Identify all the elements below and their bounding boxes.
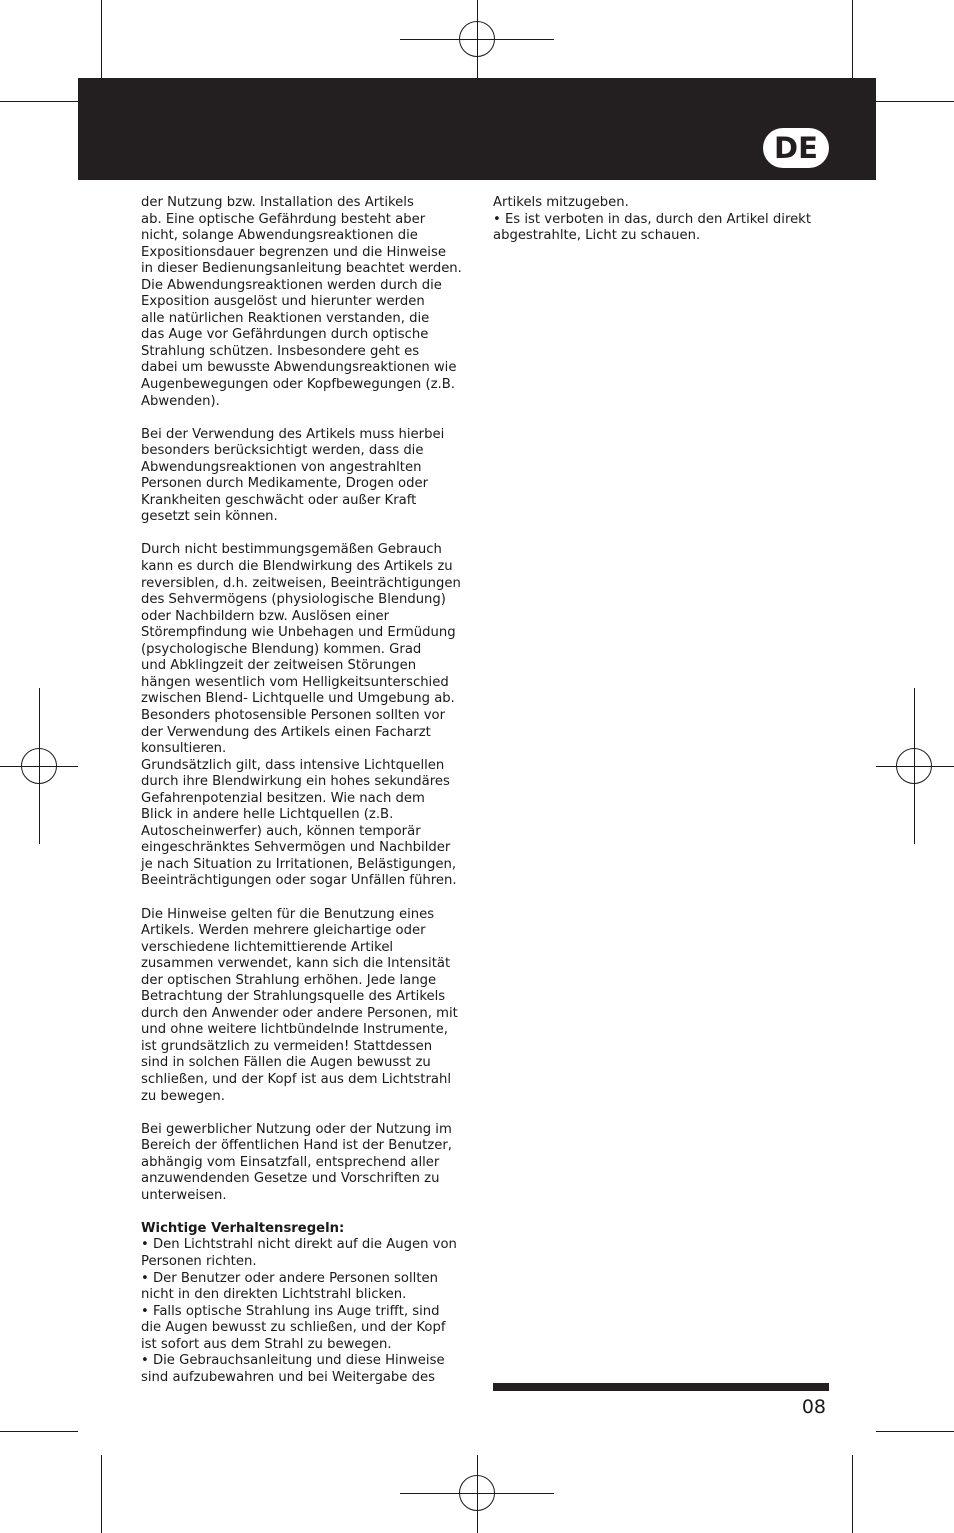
text-line: • Falls optische Strahlung ins Auge trifft, sind	[141, 1303, 440, 1319]
text-line: Besonders photosensible Personen sollten vor	[141, 707, 446, 723]
text-line: ist grundsätzlich zu vermeiden! Stattdessen	[141, 1038, 433, 1054]
text-line: durch ihre Blendwirkung ein hohes sekundäres	[141, 774, 450, 790]
text-line: das Auge vor Gefährdungen durch optische	[141, 327, 429, 343]
text-line: und ohne weitere lichtbündelnde Instrumente,	[141, 1022, 448, 1038]
crop-mark-bottom-right-h	[876, 1431, 954, 1432]
text-line: Exposition ausgelöst und hierunter werden	[141, 294, 425, 310]
text-line: Die Hinweise gelten für die Benutzung eines	[141, 906, 435, 922]
footer-rule	[493, 1383, 829, 1391]
right-column-text	[493, 195, 833, 245]
text-line: Augenbewegungen oder Kopfbewegungen (z.B.	[141, 377, 455, 393]
text-line: besonders berücksichtigt werden, dass die	[141, 443, 424, 459]
text-line: anzuwendenden Gesetze und Vorschriften zu	[141, 1171, 440, 1187]
text-line: der Nutzung bzw. Installation des Artikels	[141, 195, 414, 210]
text-line: je nach Situation zu Irritationen, Belästigungen,	[141, 856, 457, 872]
text-line: gesetzt sein können.	[141, 509, 278, 525]
text-line: kann es durch die Blendwirkung des Artikels zu	[141, 559, 453, 575]
paragraph-1	[141, 195, 481, 410]
text-line: hängen wesentlich vom Helligkeitsunterschied	[141, 674, 449, 690]
text-line: Blick in andere helle Lichtquellen (z.B.	[141, 807, 394, 823]
text-line: Bereich der öffentlichen Hand ist der Benutzer,	[141, 1138, 452, 1154]
language-badge: DE	[763, 128, 829, 168]
paragraph-2	[141, 427, 481, 526]
text-line: zwischen Blend- Lichtquelle und Umgebung ab.	[141, 691, 455, 707]
text-line: Strahlung schützen. Insbesondere geht es	[141, 343, 420, 359]
text-line: alle natürlichen Reaktionen verstanden, die	[141, 310, 430, 326]
paragraph-4	[141, 907, 481, 1106]
text-line: reversiblen, d.h. zeitweisen, Beeinträchtigungen	[141, 575, 461, 591]
text-line: Artikels mitzugeben.	[493, 195, 629, 210]
text-line: Personen durch Medikamente, Drogen oder	[141, 476, 429, 492]
text-line: der optischen Strahlung erhöhen. Jede lange	[141, 972, 437, 988]
text-line: Störempfindung wie Unbehagen und Ermüdung	[141, 625, 456, 641]
text-line: eingeschränktes Sehvermögen und Nachbilder	[141, 840, 451, 856]
text-line: Grundsätzlich gilt, dass intensive Lichtquellen	[141, 757, 445, 773]
crop-mark-bottom-left-h	[0, 1431, 78, 1432]
text-line: der Verwendung des Artikels einen Facharzt	[141, 724, 431, 740]
text-line: abhängig vom Einsatzfall, entsprechend aller	[141, 1154, 440, 1170]
crop-mark-top-left-v	[101, 0, 102, 78]
right-column	[493, 195, 833, 245]
text-line: sind aufzubewahren und bei Weitergabe des	[141, 1369, 435, 1385]
page-number: 08	[801, 1396, 826, 1418]
text-line: sind in solchen Fällen die Augen bewusst zu	[141, 1055, 431, 1071]
text-line: ab. Eine optische Gefährdung besteht aber	[141, 211, 426, 227]
crop-mark-top-left-h	[0, 101, 78, 102]
text-line: • Die Gebrauchsanleitung und diese Hinweise	[141, 1353, 445, 1369]
text-line: zu bewegen.	[141, 1088, 225, 1104]
text-line: oder Nachbildern bzw. Auslösen einer	[141, 608, 390, 624]
text-line: • Es ist verboten in das, durch den Artikel direkt	[493, 211, 811, 227]
text-line: Expositionsdauer begrenzen und die Hinweise	[141, 244, 446, 260]
crop-mark-top-right-h	[876, 101, 954, 102]
text-line: zusammen verwendet, kann sich die Intensität	[141, 956, 451, 972]
text-line: Bei der Verwendung des Artikels muss hierbei	[141, 426, 445, 442]
paragraph-5	[141, 1122, 481, 1205]
text-line: nicht in den direkten Lichtstrahl blicken.	[141, 1287, 407, 1303]
text-line: in dieser Bedienungsanleitung beachtet werden.	[141, 261, 462, 277]
text-line: durch den Anwender oder andere Personen, mit	[141, 1005, 458, 1021]
text-line: (psychologische Blendung) kommen. Grad	[141, 641, 422, 657]
text-line: Durch nicht bestimmungsgemäßen Gebrauch	[141, 542, 442, 558]
crop-mark-top-right-v	[852, 0, 853, 78]
text-line: dabei um bewusste Abwendungsreaktionen wie	[141, 360, 457, 376]
text-line: schließen, und der Kopf ist aus dem Lichtstrahl	[141, 1071, 452, 1087]
text-line: Krankheiten geschwächt oder außer Kraft	[141, 492, 417, 508]
text-line: konsultieren.	[141, 741, 227, 757]
text-line: • Den Lichtstrahl nicht direkt auf die Augen von	[141, 1237, 457, 1253]
paragraph-3	[141, 542, 481, 889]
text-line: ist sofort aus dem Strahl zu bewegen.	[141, 1336, 392, 1352]
text-line: Artikels. Werden mehrere gleichartige oder	[141, 923, 426, 939]
header-bar	[78, 78, 876, 180]
text-line: Bei gewerblicher Nutzung oder der Nutzung im	[141, 1121, 452, 1137]
text-line: nicht, solange Abwendungsreaktionen die	[141, 228, 418, 244]
left-column	[141, 195, 481, 1386]
rules-heading: Wichtige Verhaltensregeln:	[141, 1220, 345, 1236]
text-line: Autoscheinwerfer) auch, können temporär	[141, 823, 421, 839]
rules-list	[141, 1237, 481, 1386]
text-line: Gefahrenpotenzial besitzen. Wie nach dem	[141, 790, 425, 806]
text-line: Abwendungsreaktionen von angestrahlten	[141, 459, 422, 475]
crop-mark-bottom-left-v	[101, 1455, 102, 1533]
text-line: • Der Benutzer oder andere Personen sollten	[141, 1270, 438, 1286]
text-line: verschiedene lichtemittierende Artikel	[141, 939, 394, 955]
text-line: Personen richten.	[141, 1254, 257, 1269]
text-line: Abwenden).	[141, 393, 220, 409]
text-line: Die Abwendungsreaktionen werden durch die	[141, 277, 442, 293]
crop-mark-bottom-right-v	[852, 1455, 853, 1533]
text-line: Betrachtung der Strahlungsquelle des Artikels	[141, 989, 446, 1005]
text-line: Beeinträchtigungen oder sogar Unfällen führen.	[141, 873, 457, 889]
text-line: die Augen bewusst zu schließen, und der Kopf	[141, 1320, 446, 1336]
text-line: des Sehvermögens (physiologische Blendung)	[141, 592, 446, 608]
text-line: und Abklingzeit der zeitweisen Störungen	[141, 658, 417, 674]
text-line: unterweisen.	[141, 1187, 227, 1203]
text-line: abgestrahlte, Licht zu schauen.	[493, 228, 701, 244]
